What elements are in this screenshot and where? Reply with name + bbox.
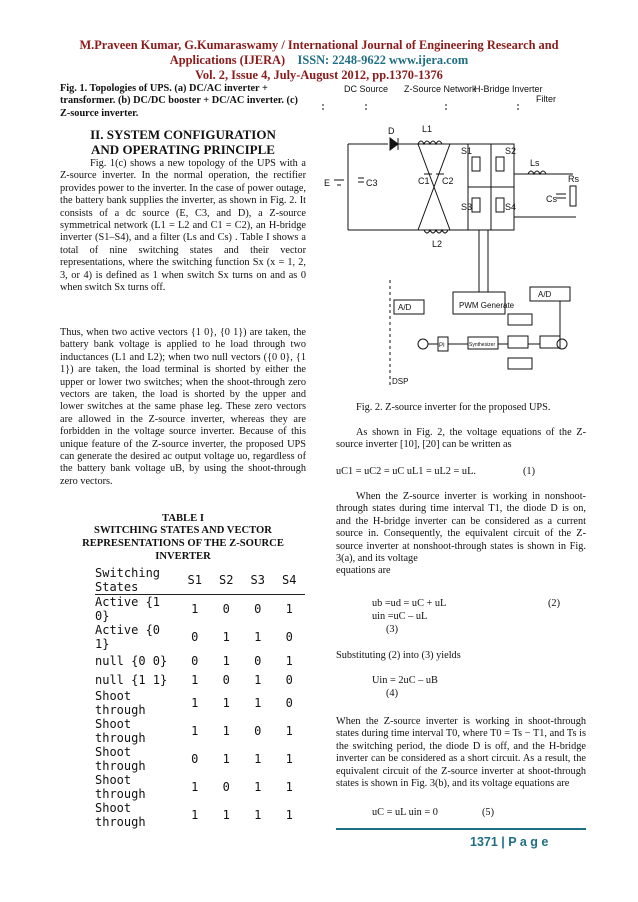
diagram-label: Filter	[536, 94, 556, 104]
table-cell: 0	[285, 672, 293, 687]
table-header-cell: Switching States	[95, 566, 161, 594]
component-label: L1	[422, 124, 433, 134]
block-label: A/D	[538, 290, 552, 299]
diagram-label: Z-Source Network	[404, 84, 477, 94]
right-paragraph-1: As shown in Fig. 2, the voltage equations of the Z-source inverter [10], [20] can be written as	[336, 427, 586, 451]
table-header-cell: S1	[187, 573, 202, 587]
equation-1: uC1 = uC2 = uC uL1 = uL2 = uL.	[336, 466, 476, 477]
component-label: C1	[418, 176, 430, 186]
table-cell: Shoot through	[95, 801, 146, 829]
block-label: A/D	[398, 303, 412, 312]
journal-header-line2	[60, 53, 578, 68]
table-cell: 1	[222, 630, 230, 644]
table-cell: 0	[191, 653, 199, 668]
table-cell: Shoot through	[95, 717, 146, 745]
footer-rule	[336, 828, 586, 830]
equation-1-number: (1)	[523, 466, 536, 477]
table-cell: 1	[285, 808, 293, 822]
table-cell: 1	[285, 752, 293, 766]
table-cell: 0	[254, 653, 262, 668]
table-cell: 1	[254, 780, 262, 794]
table-cell: 1	[222, 808, 230, 822]
table-cell: 0	[191, 752, 199, 766]
component-label: S2	[505, 146, 517, 156]
z-source-inverter-diagram	[318, 82, 580, 394]
table-cell: 0	[222, 672, 230, 687]
table-cell: 0	[285, 630, 293, 644]
table-cell: 0	[191, 630, 199, 644]
component-label: S1	[461, 146, 473, 156]
table-cell: Shoot through	[95, 689, 146, 717]
switching-states-table	[95, 566, 305, 829]
table-cell: 0	[222, 602, 230, 616]
fig2-caption: Fig. 2. Z-source inverter for the proposed UPS.	[356, 402, 551, 413]
component-label: C2	[442, 176, 454, 186]
table-cell: 0	[285, 696, 293, 710]
table-cell: 1	[191, 602, 199, 616]
equation-2-number: (2)	[548, 598, 561, 609]
table-row	[95, 745, 305, 773]
equation-5: uC = uL uin = 0	[372, 807, 438, 818]
component-label: C3	[366, 178, 378, 188]
component-label: S4	[505, 202, 517, 212]
table-cell: 0	[254, 724, 262, 738]
table-cell: Active {0 1}	[95, 623, 161, 651]
table-cell: 1	[254, 752, 262, 766]
diagram-label: DC Source	[344, 84, 389, 94]
table-cell: Active {1 0}	[95, 595, 161, 623]
block-label: DSP	[392, 377, 409, 386]
table-row	[95, 595, 305, 624]
table-row	[95, 623, 305, 651]
table-subtitle: SWITCHING STATES AND VECTOR REPRESENTATIONS OF THE Z-SOURCE INVERTER	[82, 525, 284, 562]
equation-3: uin =uC – uL	[372, 611, 428, 622]
right-paragraph-3: Substituting (2) into (3) yields	[336, 650, 461, 661]
table-header-row	[95, 566, 305, 595]
block-label: PWM Generate	[459, 301, 515, 310]
fig1-caption: Fig. 1. Topologies of UPS. (a) DC/AC inverter + transformer. (b) DC/DC booster + DC/AC inverter. (c) Z-source inverter.	[60, 83, 298, 119]
table-cell: 0	[254, 602, 262, 616]
table-cell: 1	[254, 630, 262, 644]
section-heading: II. SYSTEM CONFIGURATION AND OPERATING PRINCIPLE	[90, 127, 276, 157]
table-cell: 1	[254, 808, 262, 822]
paragraph-1: Fig. 1(c) shows a new topology of the UPS with a Z-source inverter. In the normal operation, the rectifier provides power to the inverter. In the case of power outage, the battery bank supplies the inverter, as shown in Fig. 2. It consists of a dc source (E, C3, and D), a Z-source symmetrical network (L1 = L2 and C1 = C2), an H-bridge inverter (S1–S4), and a filter (Ls and Cs) . Table I shows a total of nine switching states and their vector representations, where the switching function Sx (x = 1, 2, 3, or 4) is defined as 1 when switch Sx turns on and as 0 when switch Sx turns off.	[60, 158, 306, 294]
table-header-cell: S4	[282, 573, 297, 587]
journal-header-line3: Vol. 2, Issue 4, July-August 2012, pp.1370-1376	[195, 68, 443, 82]
paragraph-2: Thus, when two active vectors {1 0}, {0 1}) are taken, the battery bank voltage is applied to he load through two inductances (L1 and L2); when two null vectors ({0 0}, {1 1}) are taken, the load terminal is shorted by either the upper or lower two switches; when the shoot-through zero vectors are taken, the load is shorted by the upper and lower switches at the same phase leg. These zero vectors are allowed in the Z-source inverter, whereas they are forbidden in the voltage source inverter. Because of this unique feature of the Z-source inverter, the proposed UPS can generate the desired ac output voltage uo, regardless of the battery bank voltage uB, by using the shoot-through zero vectors.	[60, 327, 306, 487]
table-cell: 1	[222, 752, 230, 766]
component-label: S3	[461, 202, 473, 212]
table-header-cell: S3	[250, 573, 265, 587]
equation-2: ub =ud = uC + uL	[372, 598, 447, 609]
table-row	[95, 717, 305, 745]
page-number: 1371 | P a g e	[470, 835, 549, 849]
table-cell: 1	[191, 724, 199, 738]
table-row	[95, 689, 305, 717]
table-row	[95, 801, 305, 829]
equation-4-number: (4)	[386, 688, 399, 699]
table-cell: 1	[222, 724, 230, 738]
block-label: Synthesizer	[469, 342, 496, 348]
block-label: PI	[439, 343, 445, 349]
table-cell: 1	[285, 724, 293, 738]
table-cell: null {0 0}	[95, 653, 168, 668]
issn-url: ISSN: 2248-9622 www.ijera.com	[297, 53, 469, 67]
table-cell: 1	[222, 696, 230, 710]
table-cell: Shoot through	[95, 773, 146, 801]
table-cell: 1	[254, 672, 262, 687]
journal-name: Applications (IJERA)	[169, 53, 286, 67]
table-cell: 1	[191, 672, 199, 687]
table-row	[95, 773, 305, 801]
table-cell: 1	[191, 696, 199, 710]
table-cell: 1	[191, 808, 199, 822]
table-cell: 0	[222, 780, 230, 794]
equation-5-number: (5)	[482, 807, 495, 818]
right-paragraph-2: When the Z-source inverter is working in nonshoot-through states during time interval T1, the diode D is on, and the H-bridge inverter can be considered as a current source in. Consequently, the equivalent circuit of the Z-source inverter at nonshoot-through states is shown in Fig. 3(a), and its voltage	[336, 491, 586, 565]
table-cell: 1	[222, 653, 230, 668]
component-label: D	[388, 126, 395, 136]
table-row	[95, 651, 305, 670]
right-paragraph-2b: equations are	[336, 565, 391, 576]
table-cell: 1	[191, 780, 199, 794]
component-label: Rs	[568, 174, 579, 184]
component-label: E	[324, 178, 331, 188]
table-cell: 1	[254, 696, 262, 710]
equation-4: Uin = 2uC – uB	[372, 675, 438, 686]
table-row	[95, 670, 305, 689]
table-cell: 1	[285, 653, 293, 668]
journal-header-line1: M.Praveen Kumar, G.Kumaraswamy / International Journal of Engineering Research and	[79, 38, 559, 52]
table-cell: Shoot through	[95, 745, 146, 773]
table-title: TABLE I	[162, 513, 204, 524]
table-header-cell: S2	[219, 573, 234, 587]
component-label: Ls	[530, 158, 540, 168]
table-cell: 1	[285, 602, 293, 616]
equation-3-number: (3)	[386, 624, 399, 635]
component-label: Cs	[546, 194, 557, 204]
right-paragraph-4: When the Z-source inverter is working in shoot-through states during time interval T0, where T0 = Ts − T1, and Ts is the switching period, the diode D is off, and the H-bridge inverter can be considered as a short circuit. As a result, the equivalent circuit of the Z-source inverter at shoot-through states is shown in Fig. 3(b), and its voltage equations are	[336, 716, 586, 790]
table-cell: 1	[285, 780, 293, 794]
diagram-label: H-Bridge Inverter	[474, 84, 543, 94]
table-cell: null {1 1}	[95, 672, 168, 687]
component-label: L2	[432, 239, 443, 249]
